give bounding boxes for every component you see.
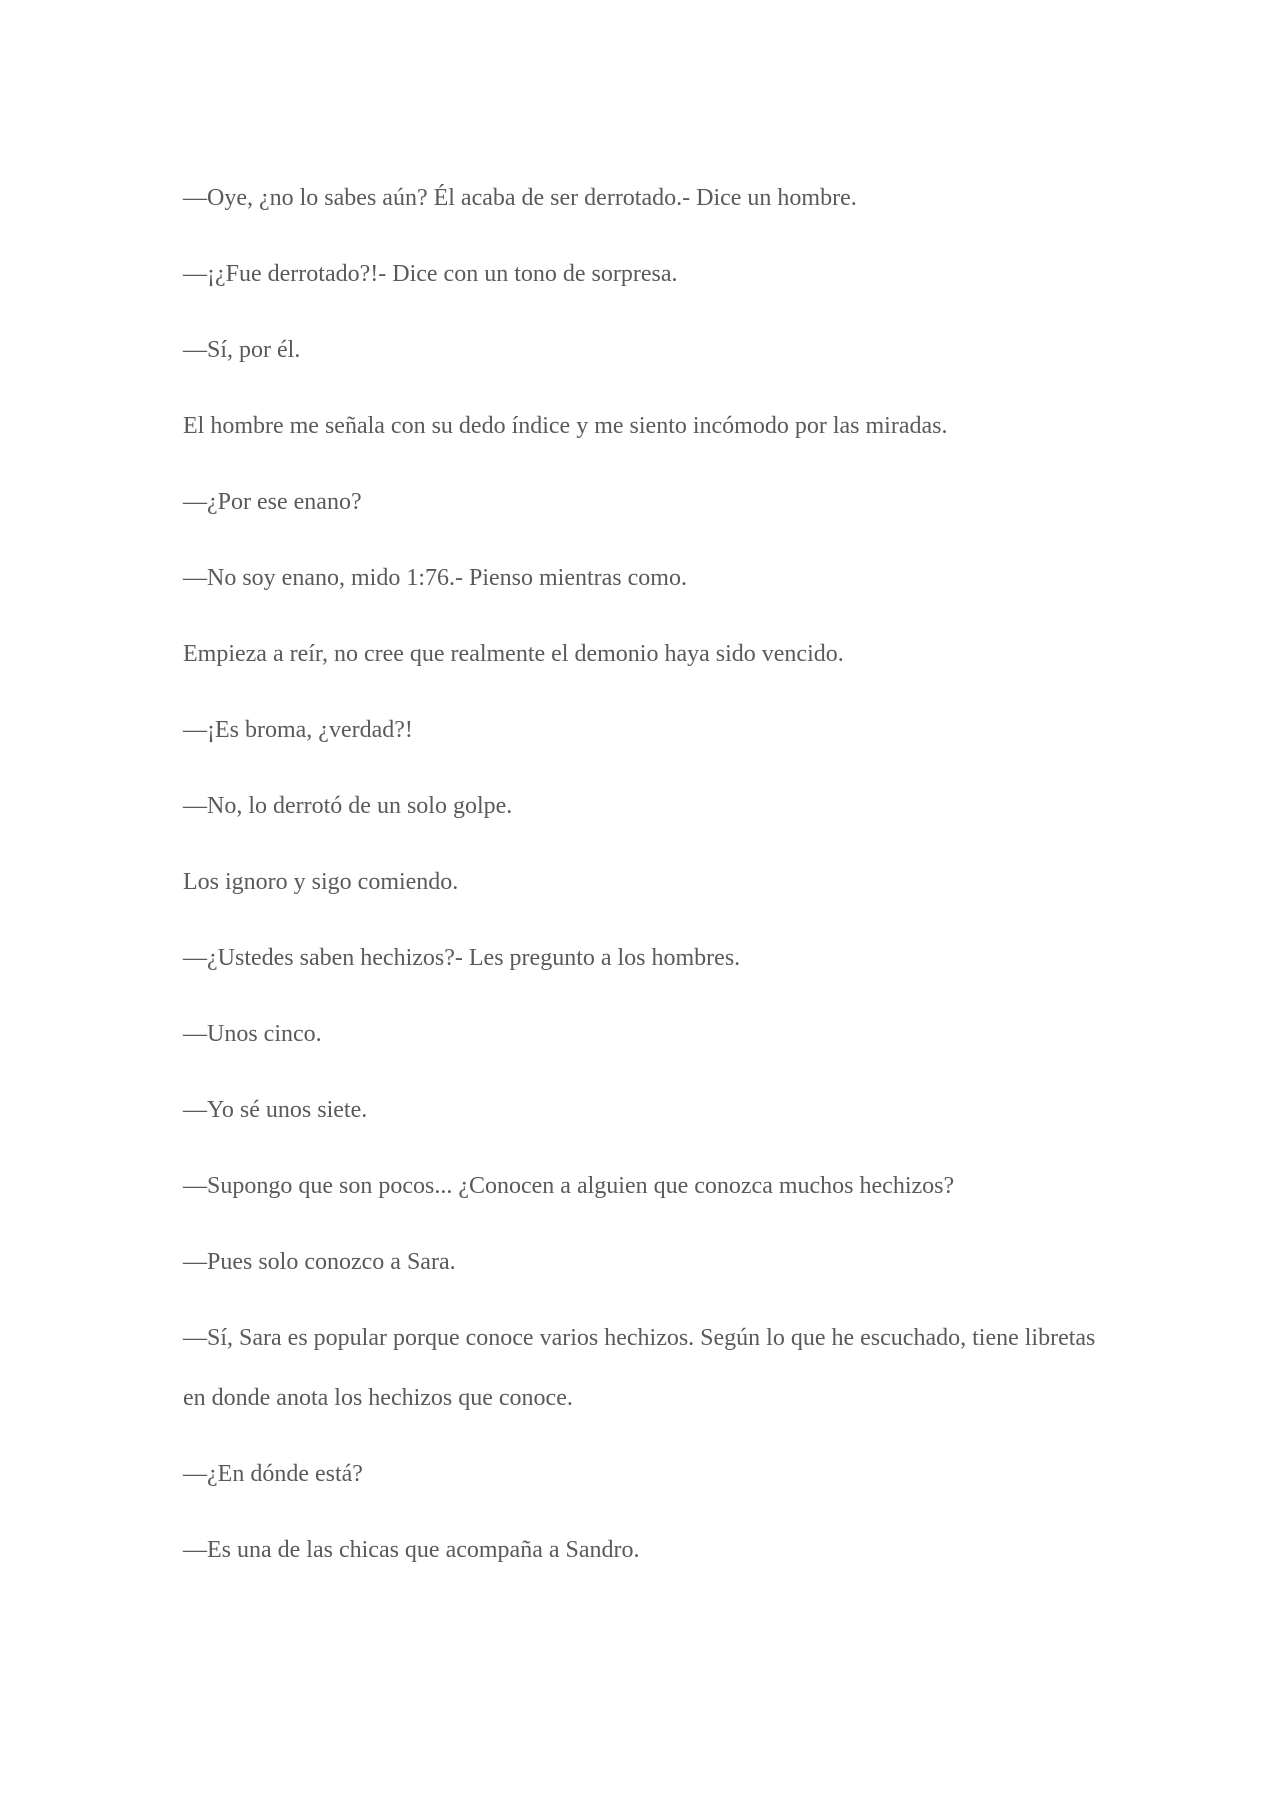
paragraph: —Unos cinco. — [183, 1021, 322, 1047]
paragraph: —¡Es broma, ¿verdad?! — [183, 717, 413, 743]
paragraph: —Es una de las chicas que acompaña a Sandro. — [183, 1537, 640, 1563]
paragraph: —¡¿Fue derrotado?!- Dice con un tono de sorpresa. — [183, 261, 678, 287]
paragraph: Empieza a reír, no cree que realmente el demonio haya sido vencido. — [183, 641, 844, 667]
paragraph: —Pues solo conozco a Sara. — [183, 1249, 456, 1275]
paragraph: —¿En dónde está? — [183, 1461, 363, 1487]
paragraph: —Sí, Sara es popular porque conoce varios hechizos. Según lo que he escuchado, tiene libretas en donde anota los hechizos que conoce. — [183, 1325, 1096, 1411]
paragraph: —No, lo derrotó de un solo golpe. — [183, 793, 513, 819]
paragraph: —Sí, por él. — [183, 337, 301, 363]
paragraph: El hombre me señala con su dedo índice y me siento incómodo por las miradas. — [183, 413, 948, 439]
document-body — [183, 178, 1103, 1606]
paragraph: —Supongo que son pocos... ¿Conocen a alguien que conozca muchos hechizos? — [183, 1173, 955, 1199]
paragraph: —¿Por ese enano? — [183, 489, 362, 515]
paragraph: —Yo sé unos siete. — [183, 1097, 368, 1123]
paragraph: —No soy enano, mido 1:76.- Pienso mientras como. — [183, 565, 687, 591]
paragraph: Los ignoro y sigo comiendo. — [183, 869, 459, 895]
paragraph: —Oye, ¿no lo sabes aún? Él acaba de ser derrotado.- Dice un hombre. — [183, 185, 857, 211]
paragraph: —¿Ustedes saben hechizos?- Les pregunto a los hombres. — [183, 945, 741, 971]
